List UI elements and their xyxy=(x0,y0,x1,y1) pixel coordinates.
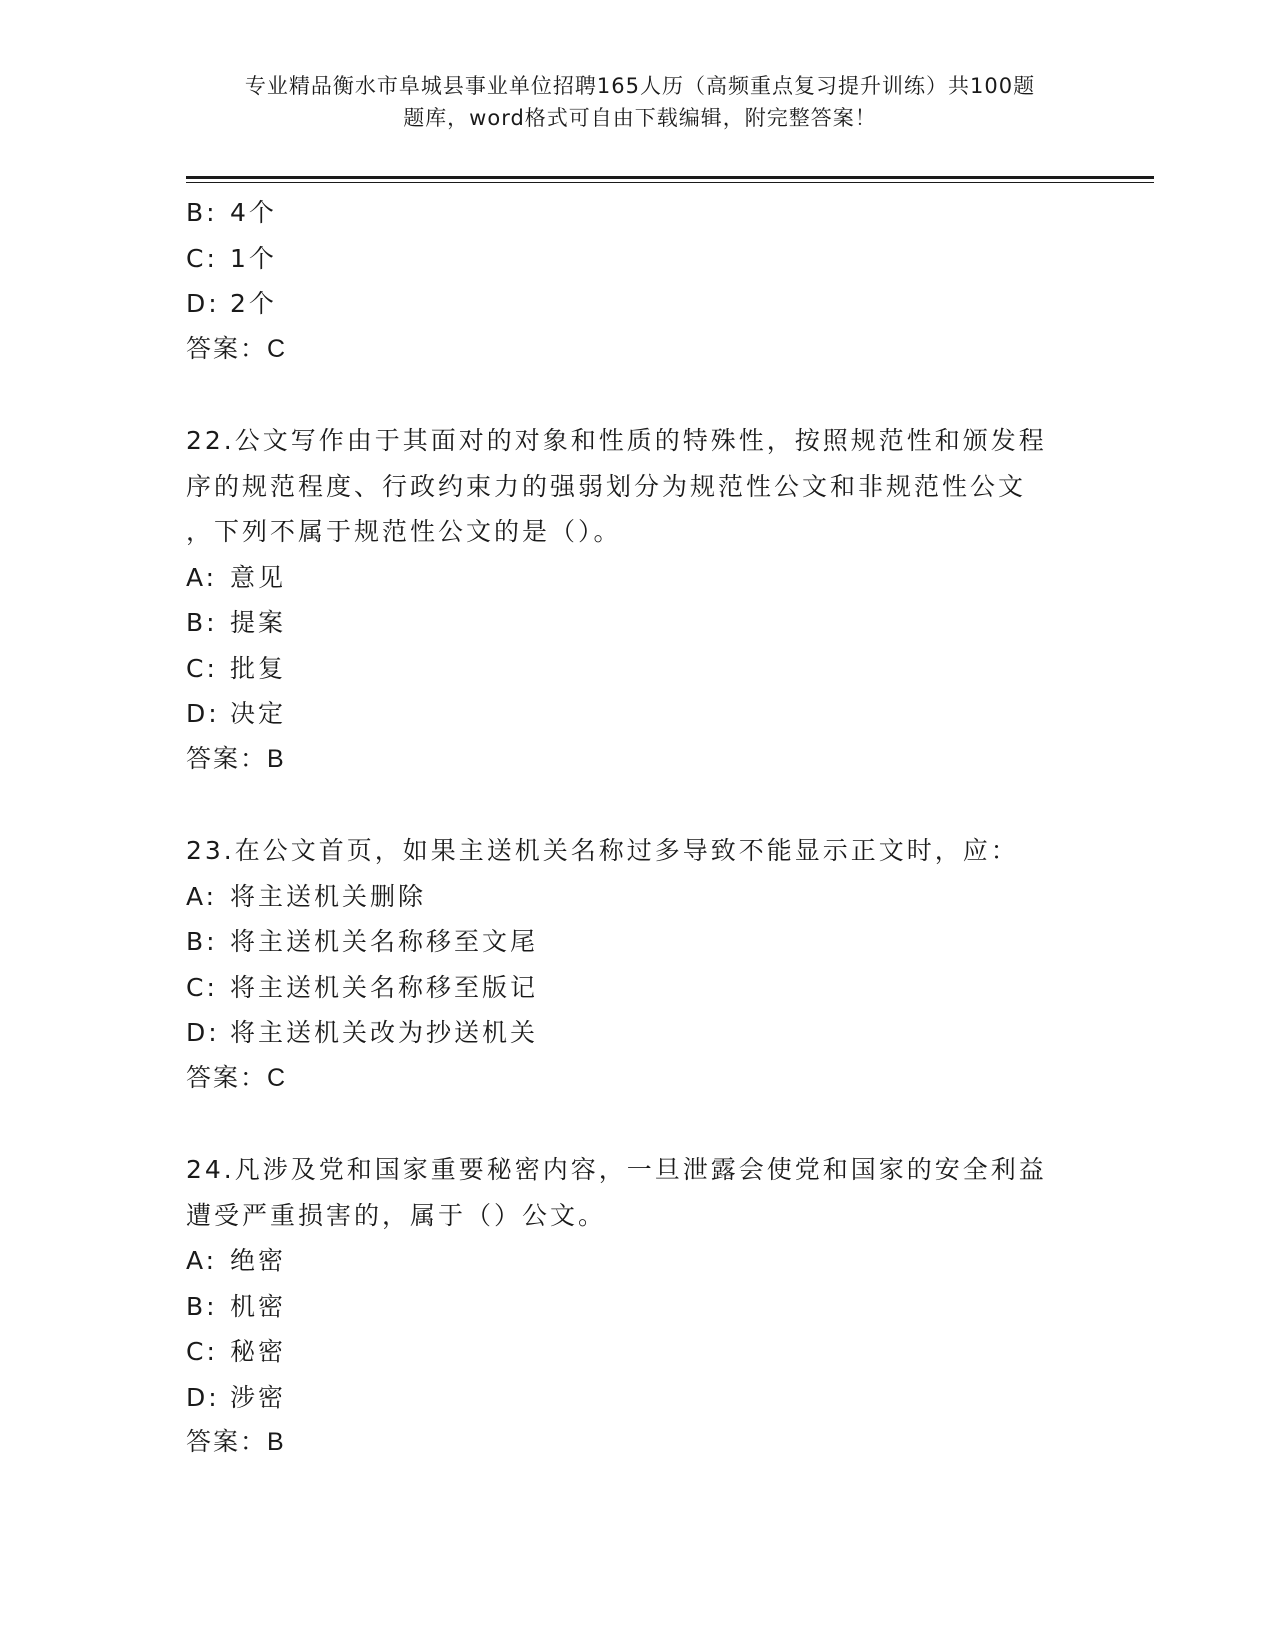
question-stem-line: 序的规范程度、行政约束力的强弱划分为规范性公文和非规范性公文 xyxy=(186,471,1027,501)
question-list xyxy=(186,190,1086,1466)
option-key: B: xyxy=(186,608,218,637)
option-text: 涉密 xyxy=(230,1382,287,1412)
spacer xyxy=(186,782,1086,828)
option-key: B: xyxy=(186,927,218,956)
prev-question-block xyxy=(186,190,1086,372)
spacer xyxy=(186,372,1086,418)
option-key: A: xyxy=(186,881,218,911)
option-text: 1个 xyxy=(230,243,277,273)
option-text: 机密 xyxy=(230,1291,287,1321)
header-divider-thin xyxy=(186,182,1154,183)
option-item xyxy=(186,555,1086,601)
question-block-22 xyxy=(186,418,1086,782)
option-key: C: xyxy=(186,972,218,1002)
option-item xyxy=(186,236,1086,282)
header-title-line1: 专业精品衡水市阜城县事业单位招聘165人历（高频重点复习提升训练）共100题 xyxy=(244,74,1036,98)
question-stem-line: 22.公文写作由于其面对的对象和性质的特殊性，按照规范性和颁发程 xyxy=(186,426,1047,455)
option-text: 批复 xyxy=(230,653,287,683)
option-text: 将主送机关改为抄送机关 xyxy=(230,1018,539,1047)
option-text: 决定 xyxy=(230,699,287,728)
option-key: B: xyxy=(186,1291,218,1321)
question-stem-line: 遭受严重损害的，属于（）公文。 xyxy=(186,1200,607,1230)
option-item xyxy=(186,1329,1086,1375)
header-divider-thick xyxy=(186,176,1154,179)
option-text: 意见 xyxy=(230,562,287,592)
option-item xyxy=(186,874,1086,920)
answer-line: 答案：C xyxy=(186,1063,288,1092)
option-item xyxy=(186,919,1086,965)
question-stem-line: ，下列不属于规范性公文的是（）。 xyxy=(186,517,622,546)
option-item xyxy=(186,600,1086,646)
option-text: 将主送机关删除 xyxy=(230,881,427,911)
option-text: 提案 xyxy=(230,608,287,637)
option-key: C: xyxy=(186,243,218,273)
option-item xyxy=(186,691,1086,737)
option-text: 将主送机关名称移至版记 xyxy=(230,972,539,1002)
option-text: 将主送机关名称移至文尾 xyxy=(230,927,539,956)
option-text: 绝密 xyxy=(230,1246,287,1275)
question-stem-line: 23.在公文首页，如果主送机关名称过多导致不能显示正文时，应： xyxy=(186,836,1019,865)
option-key: D: xyxy=(186,699,220,728)
option-key: D: xyxy=(186,1018,220,1047)
answer-line: 答案：C xyxy=(186,334,288,363)
option-key: B: xyxy=(186,198,218,227)
header-title-line2: 题库，word格式可自由下载编辑，附完整答案！ xyxy=(403,106,877,130)
option-item xyxy=(186,1284,1086,1330)
question-block-23 xyxy=(186,828,1086,1101)
option-text: 2个 xyxy=(230,289,277,318)
option-key: D: xyxy=(186,1382,220,1412)
option-item xyxy=(186,1010,1086,1056)
question-block-24 xyxy=(186,1147,1086,1466)
option-key: C: xyxy=(186,1337,218,1366)
option-key: C: xyxy=(186,653,218,683)
question-stem-line: 24.凡涉及党和国家重要秘密内容，一旦泄露会使党和国家的安全利益 xyxy=(186,1155,1047,1184)
option-text: 秘密 xyxy=(230,1337,287,1366)
answer-line: 答案：B xyxy=(186,1428,286,1456)
document-header xyxy=(150,70,1130,134)
option-key: A: xyxy=(186,1246,218,1275)
option-item xyxy=(186,1238,1086,1284)
answer-line: 答案：B xyxy=(186,744,286,773)
option-key: A: xyxy=(186,562,218,592)
option-key: D: xyxy=(186,289,220,318)
option-item xyxy=(186,965,1086,1011)
option-item xyxy=(186,1375,1086,1421)
option-item xyxy=(186,646,1086,692)
option-item xyxy=(186,190,1086,236)
option-text: 4个 xyxy=(230,198,277,227)
option-item xyxy=(186,281,1086,327)
spacer xyxy=(186,1101,1086,1147)
